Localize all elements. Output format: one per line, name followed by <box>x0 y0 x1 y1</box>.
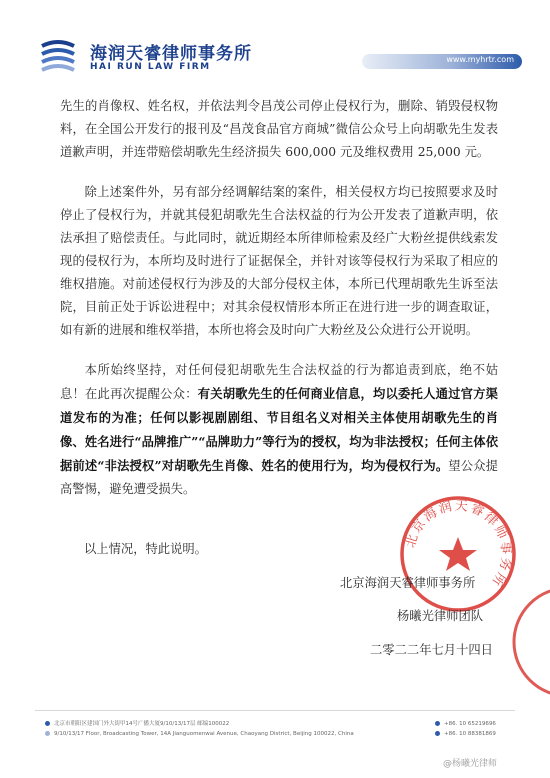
fax-icon <box>435 731 440 736</box>
paragraph-2: 除上述案件外，另有部分经调解结案的案件，相关侵权方均已按照要求及时停止了侵权行为，并就其侵犯胡歌先生合法权益的行为公开发表了道歉声明，依法承担了赔偿责任。与此同时，就近期经本所律师检索及经广大粉丝提供线索发现的侵权行为，本所均及时进行了证据保全，并针对该等侵权行为采取了相应的维权措施。对前述侵权行为涉及的大部分侵权主体，本所已代理胡歌先生诉至法院，目前正处于诉讼进程中；对其余侵权情形本所正在进行进一步的调查取证，如有新的进展和维权举措，本所也将会及时向广大粉丝及公众进行公开说明。 <box>60 185 498 337</box>
weibo-watermark: @杨曦光律师 <box>443 759 498 769</box>
paragraph-3 <box>60 359 498 501</box>
location-en-icon <box>45 731 50 736</box>
paragraph-1: 先生的肖像权、姓名权，并依法判令昌茂公司停止侵权行为，删除、销毁侵权物料，在全国公开发行的报刊及“昌茂食品官方商城”微信公众号上向胡歌先生发表道歉声明，并连带赔偿胡歌先生经济损失 600,000 元及维权费用 25,000 元。 <box>60 99 498 159</box>
website-banner <box>362 54 522 69</box>
paragraph-3-intro: 本所始终坚持，对任何侵犯胡歌先生合法权益的行为都追责到底，绝不姑息！在此再次提醒公众： <box>60 363 498 401</box>
address-cn: 北京市朝阳区建国门外大街甲14号广播大厦9/10/13/17层 邮编100022 <box>54 721 230 727</box>
footer-address <box>45 719 425 739</box>
address-en: 9/10/13/17 Floor, Broadcasting Tower, 14A Jianguomenwai Avenue, Chaoyang District, Beijing 100022, China <box>54 731 354 737</box>
firm-seal-stamp <box>397 493 519 615</box>
firm-name-cn: 海润天睿律师事务所 <box>90 44 252 64</box>
signature-firm: 北京海润天睿律师事务所 <box>340 576 476 590</box>
footer <box>35 710 515 737</box>
closing-line: 以上情况，特此说明。 <box>84 542 207 556</box>
paragraph-3-end: 望公众提高警惕，避免遭受损失。 <box>60 459 498 496</box>
partial-seal-stamp <box>508 582 550 702</box>
location-icon <box>45 721 50 726</box>
signature-team: 杨曦光律师团队 <box>397 609 484 623</box>
fax-number: +86. 10 88381869 <box>444 731 496 737</box>
website-url: www.myhrtr.com <box>446 55 514 64</box>
firm-name-en: HAI RUN LAW FIRM <box>90 62 211 72</box>
paragraph-3-emphasis: 有关胡歌先生的任何商业信息，均以委托人通过官方渠道发布的为准；任何以影视剧剧组、节目组名义对相关主体使用胡歌先生的肖像、姓名进行“品牌推广”“品牌助力”等行为的授权，均为非法授权；任何主体依据前述“非法授权”对胡歌先生肖像、姓名的使用行为，均为侵权行为。 <box>60 386 498 473</box>
signature-date: 二零二二年七月十四日 <box>370 643 493 657</box>
seal-text: 北京海润天睿律师事务所 <box>403 498 514 591</box>
statement-body <box>60 95 498 518</box>
phone-icon <box>435 721 440 726</box>
firm-logo-icon <box>38 36 78 76</box>
footer-contact <box>435 719 496 739</box>
phone-number: +86. 10 65219696 <box>444 721 496 727</box>
